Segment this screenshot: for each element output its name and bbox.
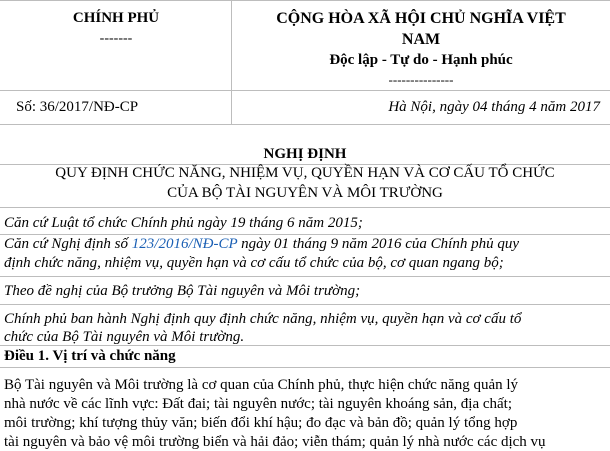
place-and-date: Hà Nội, ngày 04 tháng 4 năm 2017 — [388, 99, 600, 115]
header-top-border — [0, 0, 610, 1]
republic-name-line2: NAM — [401, 31, 441, 48]
header-right-cell — [232, 0, 610, 90]
header-left-cell — [0, 0, 232, 90]
header-table — [0, 0, 610, 124]
national-motto: Độc lập - Tự do - Hạnh phúc — [329, 52, 513, 68]
article-1-body-line1: Bộ Tài nguyên và Môi trường là cơ quan của Chính phủ, thực hiện chức năng quản lý — [4, 377, 519, 393]
document-type-title: NGHỊ ĐỊNH — [263, 146, 347, 162]
agency-divider: ------- — [99, 31, 133, 46]
preamble-proposal: Theo đề nghị của Bộ trưởng Bộ Tài nguyên và Môi trường; — [4, 283, 361, 299]
republic-name-line1: CỘNG HÒA XÃ HỘI CHỦ NGHĨA VIỆT — [276, 10, 566, 27]
article-1-body-line2: nhà nước về các lĩnh vực: Đất đai; tài nguyên nước; tài nguyên khoáng sản, địa chất; — [4, 396, 513, 412]
decree-basis-prefix: Căn cứ Nghị định số — [4, 236, 132, 252]
header-vertical-divider — [231, 0, 232, 124]
motto-divider: --------------- — [388, 72, 454, 87]
article-divider — [0, 367, 610, 368]
preamble-divider-2 — [0, 276, 610, 277]
preamble-promulgation-line1: Chính phủ ban hành Nghị định quy định chức năng, nhiệm vụ, quyền hạn và cơ cấu tổ — [4, 311, 522, 327]
preamble-divider-3 — [0, 304, 610, 305]
decree-link[interactable]: 123/2016/NĐ-CP — [131, 236, 238, 252]
header-middle-border — [0, 90, 610, 91]
preamble-decree-basis-line2: định chức năng, nhiệm vụ, quyền hạn và cơ cấu tổ chức của bộ, cơ quan ngang bộ; — [4, 255, 504, 271]
title-top-border — [0, 124, 610, 125]
preamble-law-basis: Căn cứ Luật tổ chức Chính phủ ngày 19 tháng 6 năm 2015; — [4, 215, 363, 231]
preamble-decree-basis-line1 — [4, 236, 608, 253]
document-subject-line2: CỦA BỘ TÀI NGUYÊN VÀ MÔI TRƯỜNG — [167, 185, 443, 201]
preamble-promulgation-line2: chức của Bộ Tài nguyên và Môi trường. — [4, 329, 245, 345]
article-1-body-line4: tài nguyên và bảo vệ môi trường biển và hải đảo; viễn thám; quản lý nhà nước các dịch vụ — [4, 434, 546, 450]
article-1-body-line3: môi trường; khí tượng thủy văn; biến đổi khí hậu; đo đạc và bản đồ; quản lý tổng hợp — [4, 415, 518, 431]
article-1-heading: Điều 1. Vị trí và chức năng — [4, 348, 176, 364]
decree-basis-suffix: ngày 01 tháng 9 năm 2016 của Chính phủ quy — [237, 236, 520, 252]
preamble-divider-1 — [0, 234, 610, 235]
document-number: Số: 36/2017/NĐ-CP — [16, 99, 139, 115]
document-subject-line1: QUY ĐỊNH CHỨC NĂNG, NHIỆM VỤ, QUYỀN HẠN VÀ CƠ CẤU TỔ CHỨC — [55, 165, 555, 181]
preamble-divider-4 — [0, 345, 610, 346]
title-bottom-border — [0, 207, 610, 208]
agency-name: CHÍNH PHỦ — [72, 10, 160, 26]
